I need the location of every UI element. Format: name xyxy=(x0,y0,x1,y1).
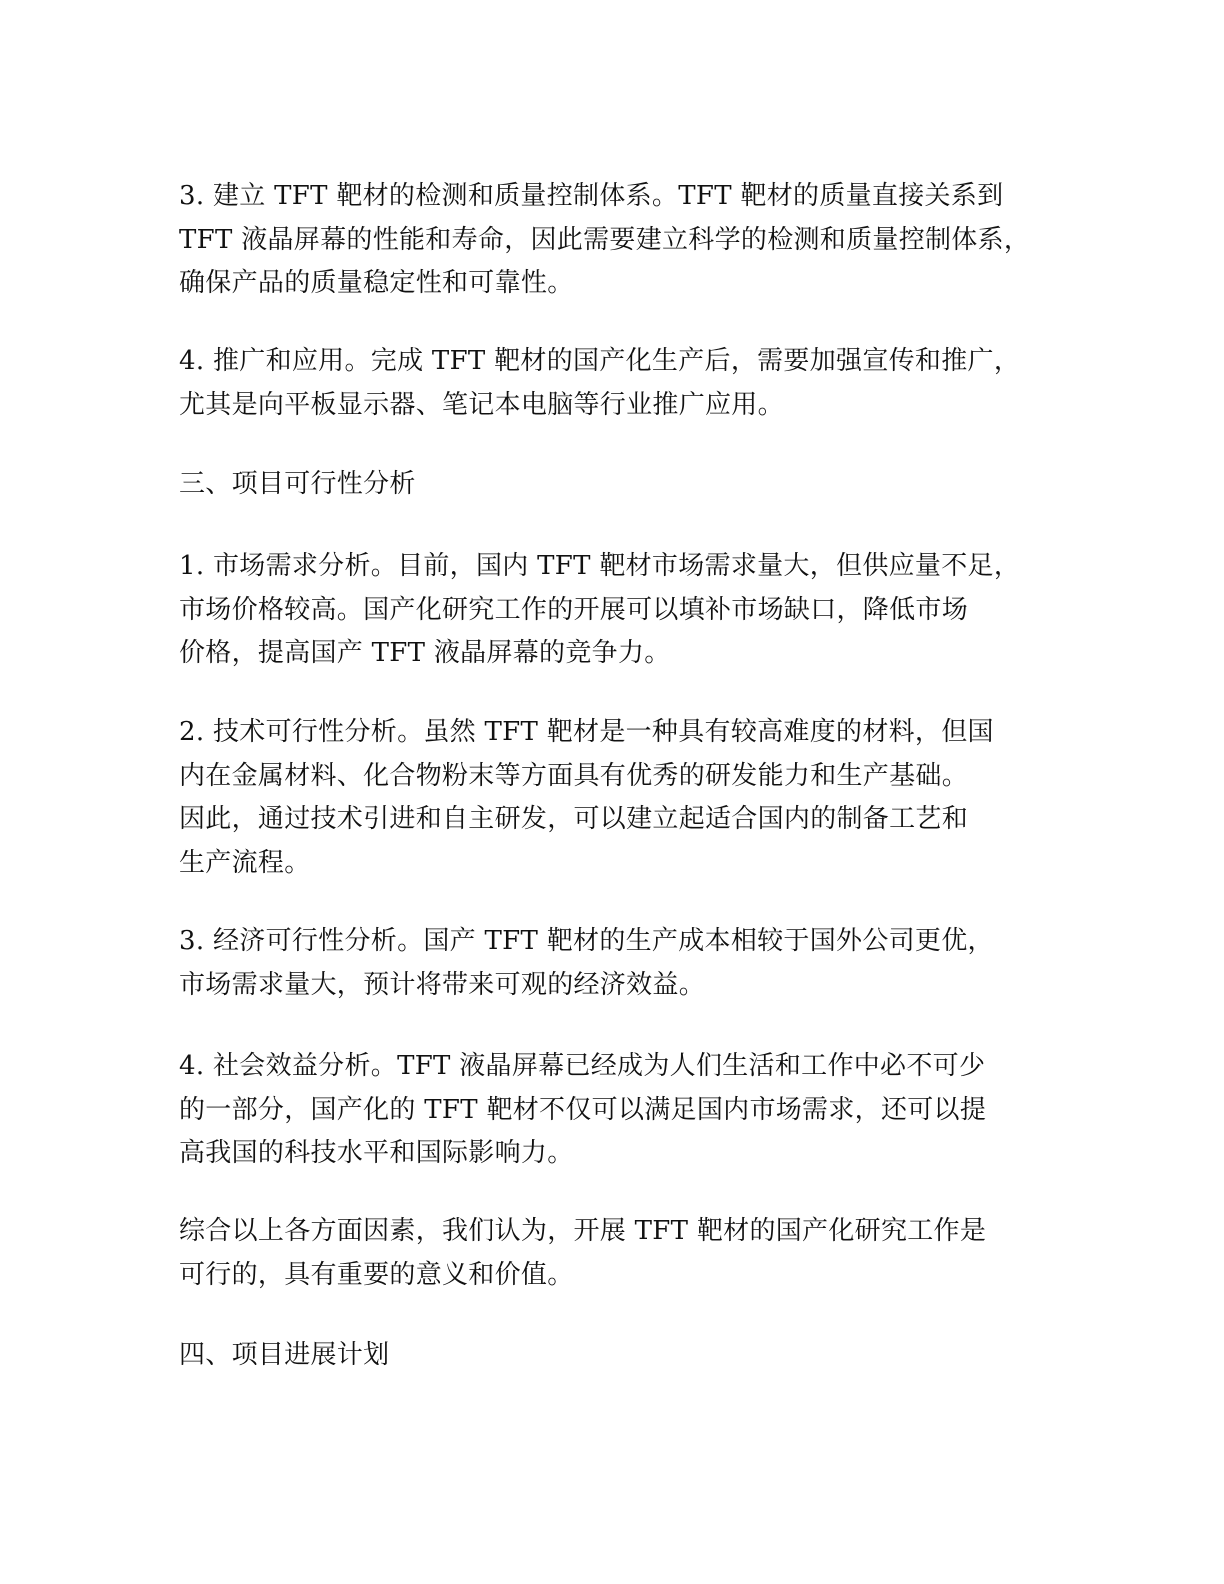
section-heading-feasibility xyxy=(179,463,1059,507)
text-line: 3. 经济可行性分析。国产 TFT 靶材的生产成本相较于国外公司更优， xyxy=(179,926,994,956)
text-line: 3. 建立 TFT 靶材的检测和质量控制体系。TFT 靶材的质量直接关系到 xyxy=(179,181,1004,211)
text-line: TFT 液晶屏幕的性能和寿命，因此需要建立科学的检测和质量控制体系， xyxy=(179,224,1031,255)
section-heading-progress-plan xyxy=(179,1334,1059,1378)
text-line: 2. 技术可行性分析。虽然 TFT 靶材是一种具有较高难度的材料，但国 xyxy=(179,717,994,747)
text-line: 4. 推广和应用。完成 TFT 靶材的国产化生产后，需要加强宣传和推广， xyxy=(179,346,1021,376)
text-line: 市场价格较高。国产化研究工作的开展可以填补市场缺口，降低市场 xyxy=(179,594,969,625)
text-line: 因此，通过技术引进和自主研发，可以建立起适合国内的制备工艺和 xyxy=(179,804,969,834)
paragraph-social-benefit xyxy=(179,1045,1059,1176)
paragraph-economic-feasibility xyxy=(179,920,1059,1007)
text-line: 高我国的科技水平和国际影响力。 xyxy=(179,1138,574,1168)
paragraph-quality-control xyxy=(179,175,1059,306)
paragraph-conclusion xyxy=(179,1210,1059,1297)
text-line: 内在金属材料、化合物粉末等方面具有优秀的研发能力和生产基础。 xyxy=(179,760,969,791)
text-line: 可行的，具有重要的意义和价值。 xyxy=(179,1259,574,1290)
text-line: 生产流程。 xyxy=(179,847,311,878)
paragraph-promotion xyxy=(179,340,1059,427)
heading-line: 三、项目可行性分析 xyxy=(179,469,416,499)
text-line: 1. 市场需求分析。目前，国内 TFT 靶材市场需求量大，但供应量不足， xyxy=(179,551,1021,581)
text-line: 市场需求量大，预计将带来可观的经济效益。 xyxy=(179,969,706,1000)
text-line: 确保产品的质量稳定性和可靠性。 xyxy=(179,268,574,298)
text-line: 4. 社会效益分析。TFT 液晶屏幕已经成为人们生活和工作中必不可少 xyxy=(179,1051,986,1081)
heading-line: 四、项目进展计划 xyxy=(179,1340,390,1370)
paragraph-market-demand xyxy=(179,545,1059,676)
paragraph-technical-feasibility xyxy=(179,711,1059,885)
text-line: 价格，提高国产 TFT 液晶屏幕的竞争力。 xyxy=(179,638,671,668)
text-line: 的一部分，国产化的 TFT 靶材不仅可以满足国内市场需求，还可以提 xyxy=(179,1094,987,1125)
text-line: 综合以上各方面因素，我们认为，开展 TFT 靶材的国产化研究工作是 xyxy=(179,1216,987,1246)
text-line: 尤其是向平板显示器、笔记本电脑等行业推广应用。 xyxy=(179,389,784,420)
